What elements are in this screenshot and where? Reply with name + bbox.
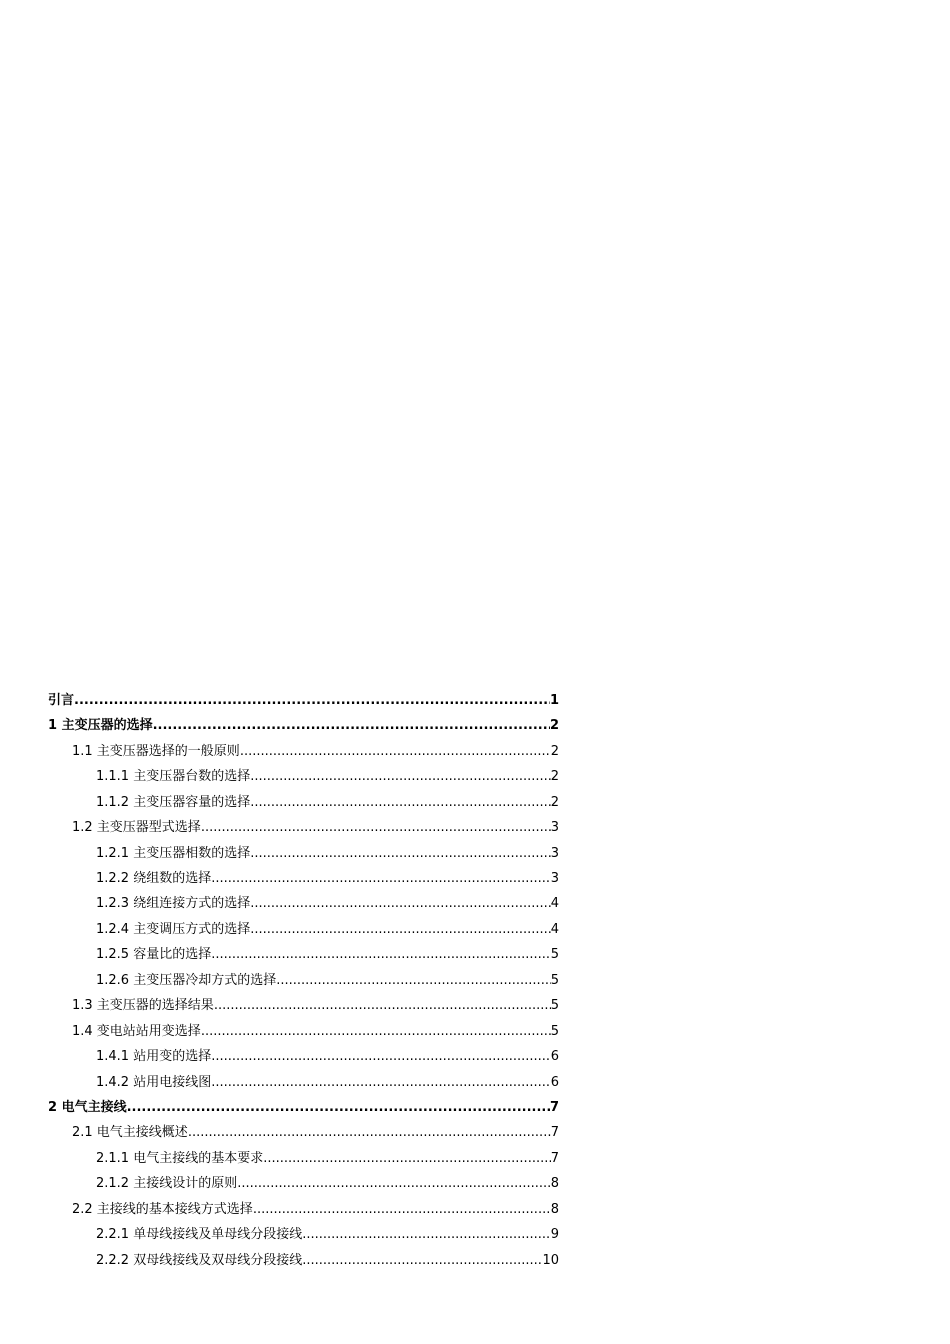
- toc-entry[interactable]: [48, 1095, 559, 1120]
- toc-entry[interactable]: [48, 739, 559, 764]
- toc-entry-page-number: 7: [550, 1150, 559, 1166]
- toc-dot-leader: [237, 1171, 551, 1196]
- toc-dot-leader: [214, 993, 551, 1018]
- toc-entry-page-number: 2: [550, 769, 559, 785]
- toc-entry-page-number: 3: [550, 845, 559, 861]
- toc-dot-leader: [211, 866, 551, 891]
- toc-entry[interactable]: [48, 790, 559, 815]
- toc-dot-leader: [201, 815, 551, 840]
- toc-entry[interactable]: [48, 1171, 559, 1196]
- toc-dot-leader: [250, 917, 551, 942]
- toc-entry-title: 1.3 主变压器的选择结果: [72, 998, 214, 1014]
- toc-entry-title: 1 主变压器的选择: [48, 718, 153, 734]
- toc-entry-title: 2.1.1 电气主接线的基本要求: [96, 1150, 264, 1166]
- toc-entry-title: 2.2.1 单母线接线及单母线分段接线: [96, 1227, 303, 1243]
- toc-dot-leader: [263, 1146, 551, 1171]
- toc-entry-title: 1.2.3 绕组连接方式的选择: [96, 896, 251, 912]
- toc-entry-page-number: 3: [550, 871, 559, 887]
- toc-entry-page-number: 6: [550, 1049, 559, 1065]
- toc-entry-title: 2.2.2 双母线接线及双母线分段接线: [96, 1252, 303, 1268]
- toc-entry-page-number: 5: [550, 1023, 559, 1039]
- toc-entry-title: 引言: [48, 692, 75, 708]
- toc-entry[interactable]: [48, 815, 559, 840]
- toc-entry-page-number: 2: [550, 794, 559, 810]
- toc-dot-leader: [211, 942, 551, 967]
- toc-dot-leader: [250, 764, 551, 789]
- toc-entry-page-number: 1: [549, 692, 559, 708]
- toc-entry-page-number: 8: [550, 1176, 559, 1192]
- toc-dot-leader: [211, 1044, 551, 1069]
- toc-entry-title: 1.2 主变压器型式选择: [72, 820, 201, 836]
- toc-entry-title: 1.2.5 容量比的选择: [96, 947, 212, 963]
- toc-entry[interactable]: [48, 1019, 559, 1044]
- toc-entry[interactable]: [48, 1146, 559, 1171]
- toc-entry-page-number: 7: [550, 1125, 559, 1141]
- toc-dot-leader: [240, 739, 551, 764]
- toc-entry[interactable]: [48, 841, 559, 866]
- toc-entry-title: 1.4 变电站站用变选择: [72, 1023, 201, 1039]
- toc-entry-page-number: 5: [550, 998, 559, 1014]
- toc-entry-page-number: 8: [550, 1201, 559, 1217]
- toc-entry-title: 2 电气主接线: [48, 1099, 127, 1115]
- toc-entry[interactable]: [48, 688, 559, 713]
- toc-entry[interactable]: [48, 1197, 559, 1222]
- toc-dot-leader: [302, 1222, 551, 1247]
- toc-entry-title: 2.2 主接线的基本接线方式选择: [72, 1201, 253, 1217]
- toc-entry[interactable]: [48, 764, 559, 789]
- toc-entry[interactable]: [48, 1070, 559, 1095]
- toc-entry[interactable]: [48, 1120, 559, 1145]
- toc-dot-leader: [250, 790, 551, 815]
- toc-dot-leader: [250, 841, 551, 866]
- toc-entry-page-number: 3: [550, 820, 559, 836]
- toc-entry[interactable]: [48, 1044, 559, 1069]
- toc-entry-title: 1.1.1 主变压器台数的选择: [96, 769, 251, 785]
- toc-dot-leader: [253, 1197, 551, 1222]
- toc-entry-title: 1.1 主变压器选择的一般原则: [72, 743, 240, 759]
- toc-entry[interactable]: [48, 892, 559, 917]
- toc-entry[interactable]: [48, 917, 559, 942]
- toc-entry-title: 1.2.1 主变压器相数的选择: [96, 845, 251, 861]
- toc-entry-title: 1.1.2 主变压器容量的选择: [96, 794, 251, 810]
- toc-dot-leader: [201, 1019, 551, 1044]
- toc-entry-page-number: 4: [550, 921, 559, 937]
- toc-entry[interactable]: [48, 968, 559, 993]
- toc-entry-page-number: 9: [550, 1227, 559, 1243]
- toc-dot-leader: [302, 1248, 542, 1273]
- toc-entry-page-number: 7: [549, 1099, 559, 1115]
- toc-entry[interactable]: [48, 993, 559, 1018]
- toc-dot-leader: [74, 688, 550, 713]
- toc-entry-title: 1.4.2 站用电接线图: [96, 1074, 212, 1090]
- toc-entry-title: 1.4.1 站用变的选择: [96, 1049, 212, 1065]
- toc-entry-page-number: 2: [549, 718, 559, 734]
- toc-entry-title: 1.2.6 主变压器冷却方式的选择: [96, 972, 277, 988]
- toc-entry-title: 1.2.4 主变调压方式的选择: [96, 921, 251, 937]
- toc-dot-leader: [188, 1120, 551, 1145]
- toc-entry[interactable]: [48, 942, 559, 967]
- toc-dot-leader: [250, 891, 551, 916]
- toc-entry[interactable]: [48, 1248, 559, 1273]
- toc-entry-page-number: 4: [550, 896, 559, 912]
- toc-entry-page-number: 5: [550, 972, 559, 988]
- toc-entry[interactable]: [48, 713, 559, 738]
- toc-entry-page-number: 2: [550, 743, 559, 759]
- toc-entry[interactable]: [48, 866, 559, 891]
- toc-entry-title: 1.2.2 绕组数的选择: [96, 871, 212, 887]
- toc-dot-leader: [211, 1070, 551, 1095]
- table-of-contents: [48, 688, 559, 1273]
- toc-entry-title: 2.1.2 主接线设计的原则: [96, 1176, 238, 1192]
- toc-entry-page-number: 6: [550, 1074, 559, 1090]
- toc-entry[interactable]: [48, 1222, 559, 1247]
- toc-entry-page-number: 10: [542, 1252, 559, 1268]
- toc-dot-leader: [127, 1095, 550, 1120]
- toc-entry-title: 2.1 电气主接线概述: [72, 1125, 188, 1141]
- toc-dot-leader: [153, 713, 550, 738]
- toc-dot-leader: [276, 968, 551, 993]
- toc-entry-page-number: 5: [550, 947, 559, 963]
